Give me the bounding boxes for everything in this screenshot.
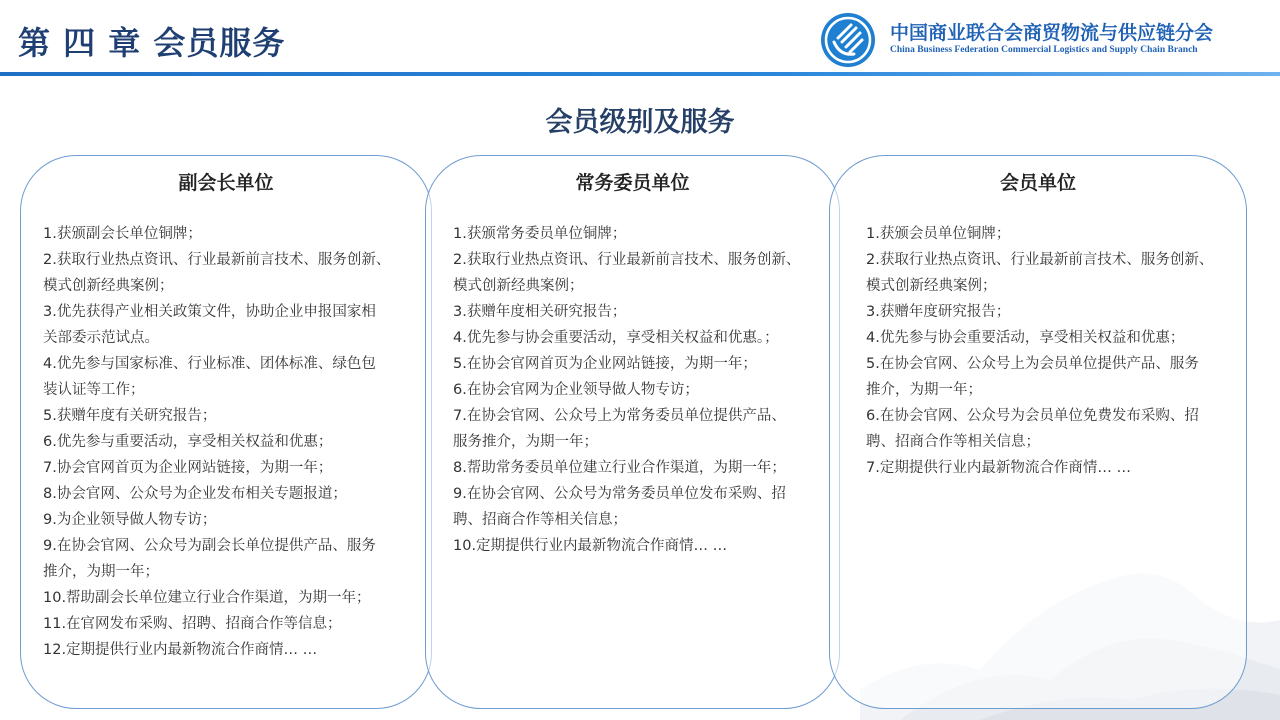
- list-item: 3.优先获得产业相关政策文件，协助企业申报国家相 关部委示范试点。: [43, 304, 376, 346]
- list-item: 9.为企业领导做人物专访；: [43, 512, 217, 528]
- list-item: 9.在协会官网、公众号为副会长单位提供产品、服务 推介，为期一年；: [43, 538, 376, 580]
- card-title: 会员单位: [999, 172, 1076, 194]
- header-divider: [0, 72, 1280, 76]
- list-item: 3.获赠年度研究报告；: [866, 304, 1011, 320]
- list-item: 7.协会官网首页为企业网站链接，为期一年；: [43, 460, 333, 476]
- list-item: 5.在协会官网、公众号上为会员单位提供产品、服务 推介，为期一年；: [866, 356, 1199, 398]
- list-item: 10.帮助副会长单位建立行业合作渠道，为期一年；: [43, 590, 371, 606]
- list-item: 5.获赠年度有关研究报告；: [43, 408, 217, 424]
- list-item: 8.协会官网、公众号为企业发布相关专题报道；: [43, 486, 347, 502]
- list-item: 1.获颁副会长单位铜牌；: [43, 226, 202, 242]
- list-item: 1.获颁常务委员单位铜牌；: [453, 226, 627, 242]
- list-item: 11.在官网发布采购、招聘、招商合作等信息；: [43, 616, 342, 632]
- list-item: 6.优先参与重要活动，享受相关权益和优惠；: [43, 434, 333, 450]
- list-item: 9.在协会官网、公众号为常务委员单位发布采购、招 聘、招商合作等相关信息；: [453, 486, 786, 528]
- list-item: 4.优先参与协会重要活动，享受相关权益和优惠。；: [453, 330, 779, 346]
- list-item: 12.定期提供行业内最新物流合作商情… …: [43, 642, 318, 658]
- list-item: 4.优先参与协会重要活动，享受相关权益和优惠；: [866, 330, 1185, 346]
- membership-card-member: [829, 155, 1247, 709]
- organization-name: 中国商业联合会商贸物流与供应链分会: [890, 22, 1214, 44]
- card-title: 副会长单位: [178, 172, 274, 194]
- list-item: 1.获颁会员单位铜牌；: [866, 226, 1011, 242]
- list-item: 4.优先参与国家标准、行业标准、团体标准、绿色包 装认证等工作；: [43, 356, 376, 398]
- list-item: 3.获赠年度相关研究报告；: [453, 304, 627, 320]
- list-item: 7.定期提供行业内最新物流合作商情… …: [866, 460, 1131, 476]
- organization-logo-icon: [820, 12, 876, 68]
- chapter-title: 第 四 章 会员服务: [18, 24, 286, 62]
- benefits-list: [43, 221, 428, 663]
- list-item: 2.获取行业热点资讯、行业最新前言技术、服务创新、 模式创新经典案例；: [453, 252, 801, 294]
- membership-card-vice-president: [20, 155, 432, 709]
- membership-card-standing-committee: [425, 155, 840, 709]
- benefits-list: [866, 221, 1246, 481]
- list-item: 7.在协会官网、公众号上为常务委员单位提供产品、 服务推介，为期一年；: [453, 408, 786, 450]
- list-item: 2.获取行业热点资讯、行业最新前言技术、服务创新、 模式创新经典案例；: [43, 252, 391, 294]
- card-title: 常务委员单位: [575, 172, 690, 194]
- list-item: 2.获取行业热点资讯、行业最新前言技术、服务创新、 模式创新经典案例；: [866, 252, 1214, 294]
- organization-name-english: China Business Federation Commercial Logistics and Supply Chain Branch: [890, 45, 1198, 55]
- list-item: 6.在协会官网为企业领导做人物专访；: [453, 382, 699, 398]
- benefits-list: [453, 221, 838, 559]
- list-item: 5.在协会官网首页为企业网站链接，为期一年；: [453, 356, 757, 372]
- list-item: 10.定期提供行业内最新物流合作商情… …: [453, 538, 728, 554]
- list-item: 8.帮助常务委员单位建立行业合作渠道，为期一年；: [453, 460, 786, 476]
- section-title: 会员级别及服务: [545, 107, 735, 138]
- slide-header: [0, 0, 1280, 78]
- list-item: 6.在协会官网、公众号为会员单位免费发布采购、招 聘、招商合作等相关信息；: [866, 408, 1199, 450]
